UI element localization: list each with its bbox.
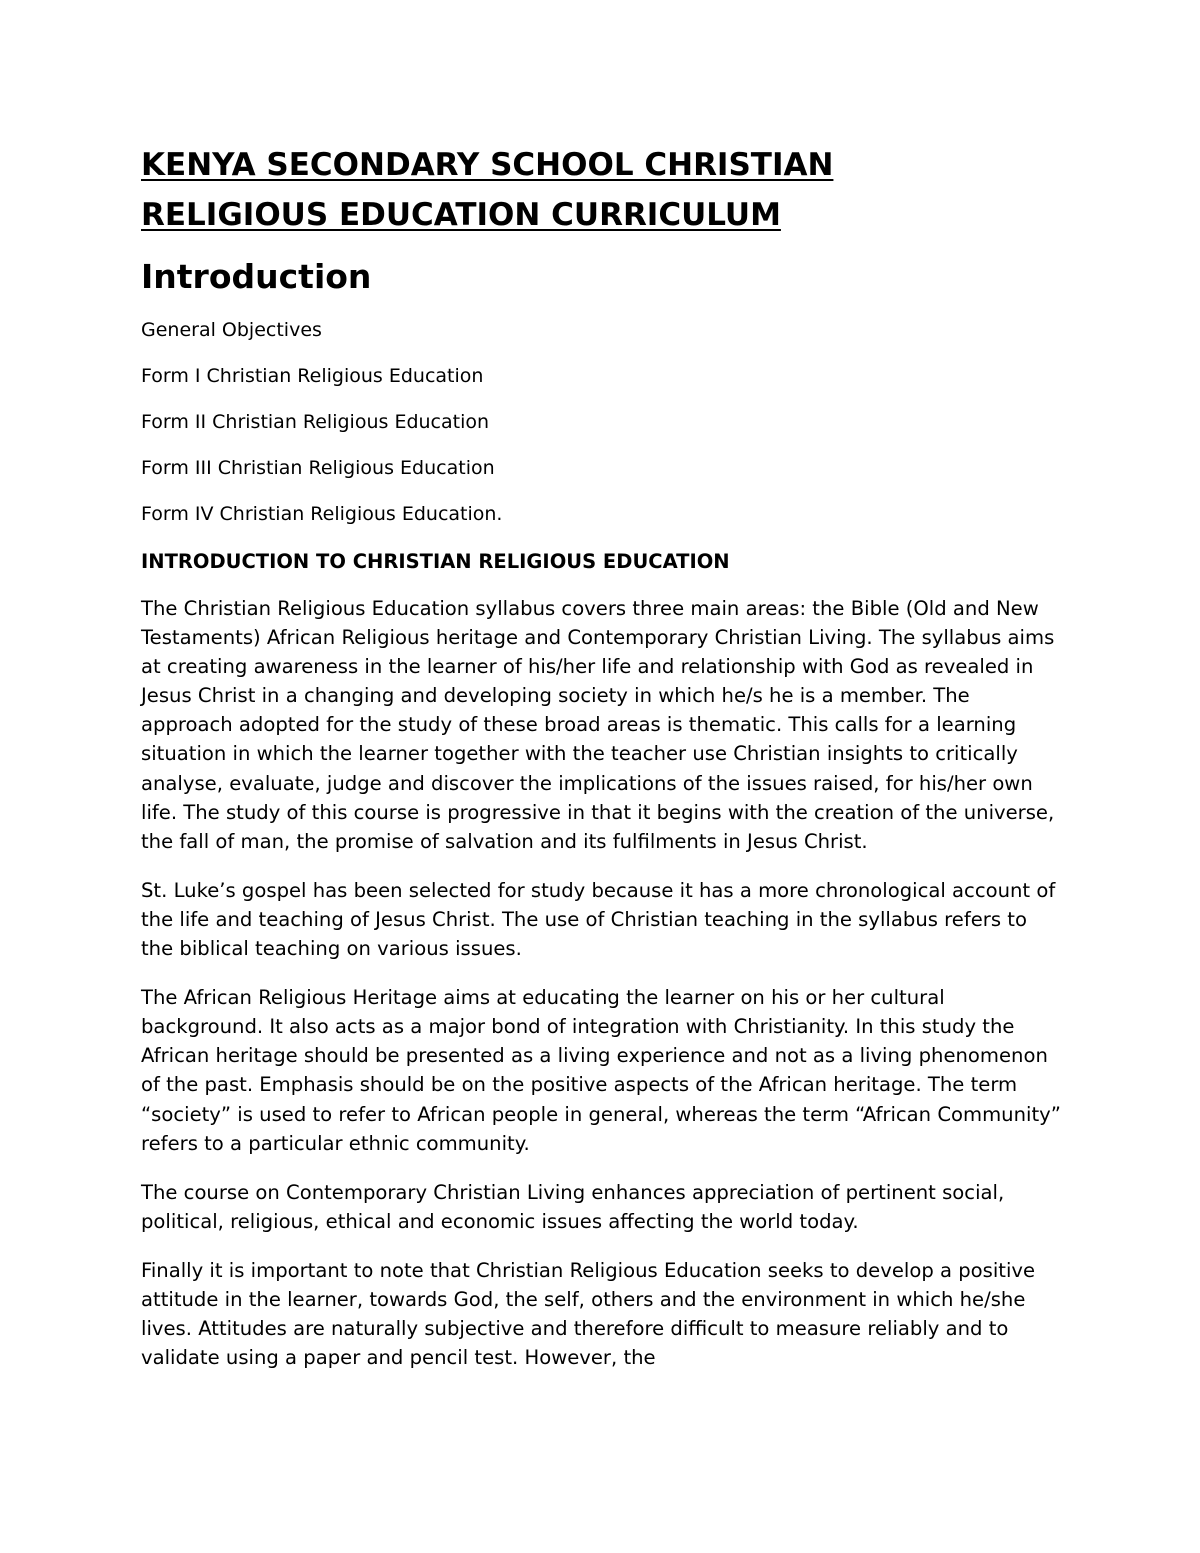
contents-item: Form III Christian Religious Education [141,457,495,479]
paragraph: St. Luke’s gospel has been selected for study because it has a more chronological account of the life and teaching of Jesus Christ. The use of Christian teaching in the syllabus refers to the biblical teaching on various issues. [141,878,1056,961]
contents-item: Form IV Christian Religious Education. [141,503,503,525]
document-title [141,140,1061,240]
title-line-2: RELIGIOUS EDUCATION CURRICULUM [141,197,781,233]
contents-item: Form I Christian Religious Education [141,365,484,387]
document-page [141,140,1061,1372]
contents-list [141,317,1061,527]
paragraph: The Christian Religious Education syllabus covers three main areas: the Bible (Old and New Testaments) African Religious heritage and Contemporary Christian Living. The syllabus aims at creating awareness in the learner of his/her life and relationship with God as revealed in Jesus Christ in a changing and developing society in which he/s he is a member. The approach adopted for the study of these broad areas is thematic. This calls for a learning situation in which the learner together with the teacher use Christian insights to critically analyse, evaluate, judge and discover the implications of the issues raised, for his/her own life. The study of this course is progressive in that it begins with the creation of the universe, the fall of man, the promise of salvation and its fulfilments in Jesus Christ. [141,597,1055,853]
section-heading: INTRODUCTION TO CHRISTIAN RELIGIOUS EDUCATION [141,550,730,573]
contents-item: General Objectives [141,319,322,341]
title-line-1: KENYA SECONDARY SCHOOL CHRISTIAN [141,147,834,183]
paragraph: The African Religious Heritage aims at educating the learner on his or her cultural background. It also acts as a major bond of integration with Christianity. In this study the African heritage should be presented as a living experience and not as a living phenomenon of the past. Emphasis should be on the positive aspects of the African heritage. The term “society” is used to refer to African people in general, whereas the term “African Community” refers to a particular ethnic community. [141,986,1061,1155]
introduction-heading: Introduction [141,257,372,296]
contents-item: Form II Christian Religious Education [141,411,490,433]
paragraph: Finally it is important to note that Christian Religious Education seeks to develop a positive attitude in the learner, towards God, the self, others and the environment in which he/she lives. Attitudes are naturally subjective and therefore difficult to measure reliably and to validate using a paper and pencil test. However, the [141,1258,1036,1370]
paragraph: The course on Contemporary Christian Living enhances appreciation of pertinent social, political, religious, ethical and economic issues affecting the world today. [141,1180,1005,1233]
